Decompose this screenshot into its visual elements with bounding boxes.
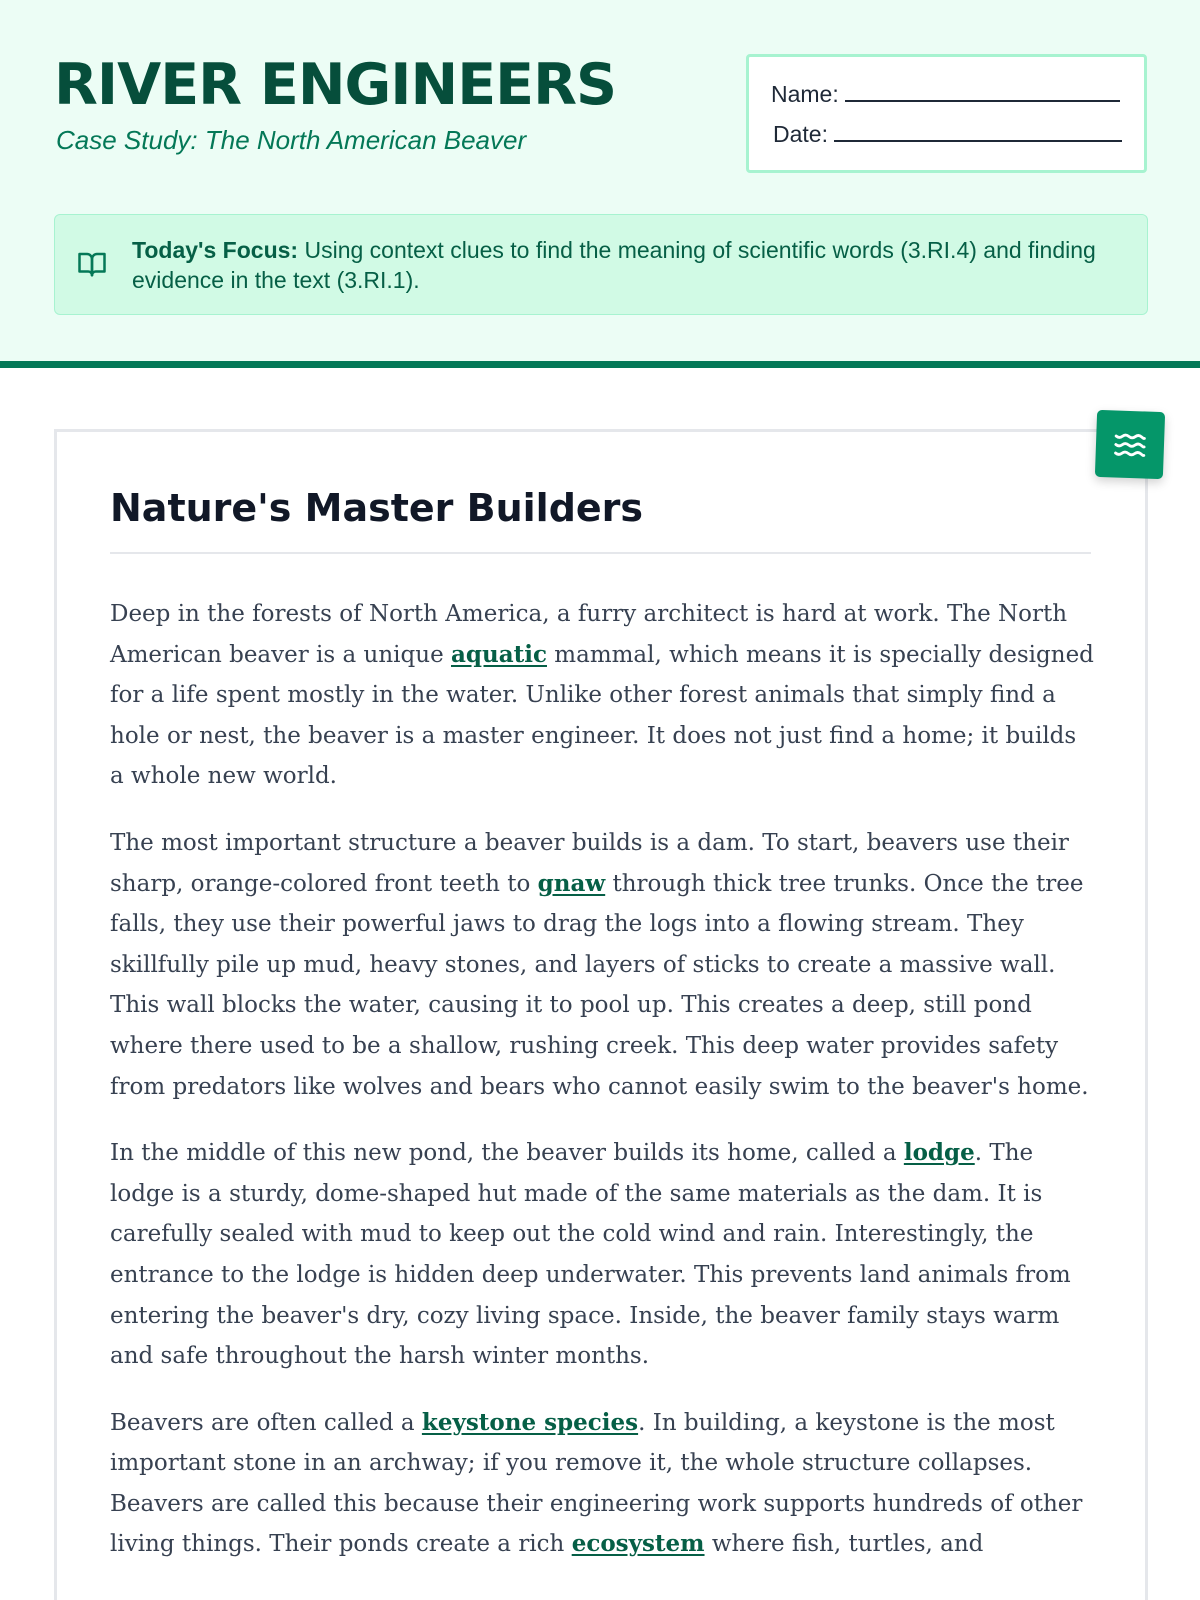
focus-callout (54, 214, 1148, 315)
worksheet-header (0, 0, 1200, 368)
paragraph (110, 823, 1096, 1107)
name-line (845, 86, 1120, 102)
page-subtitle: Case Study: The North American Beaver (56, 125, 527, 155)
paragraph-text: where fish, turtles, and (704, 1531, 984, 1558)
vocab-word-ecosystem: ecosystem (571, 1530, 705, 1558)
paragraph-text: . The lodge is a sturdy, dome-shaped hut made of the same materials as the dam. It is carefully sealed with mud to keep out the cold wind and rain. Interestingly, the entrance to the lodge is hidden deep underwater. This prevents land animals from entering the beaver's dry, cozy living space. Inside, the beaver family stays warm and safe throughout the harsh winter months. (110, 1140, 1071, 1370)
book-icon (77, 249, 107, 279)
date-line (834, 126, 1122, 142)
paragraph-text: The most important structure a beaver builds is a dam. To start, beavers use their sharp, orange-colored front teeth to (110, 829, 1069, 897)
article-body (110, 594, 1096, 1591)
waves-icon (1112, 427, 1147, 462)
paragraph-text: . In building, a keystone is the most important stone in an archway; if you remove it, the whole structure collapses. Beavers are called this because their engineering work supports hundreds of other living things. Their ponds create a rich (110, 1409, 1083, 1558)
vocab-word-lodge: lodge (903, 1139, 975, 1167)
date-label: Date: (773, 121, 828, 147)
paragraph-text: Deep in the forests of North America, a furry architect is hard at work. The North American beaver is a unique (110, 601, 1068, 668)
vocab-word-keystone-species: keystone species (421, 1408, 639, 1436)
focus-label: Today's Focus: (132, 237, 299, 263)
paragraph-text: mammal, which means it is specially designed for a life spent mostly in the water. Unlike other forest animals that simply find a hole or nest, the beaver is a master engineer. It does not just find a home; it builds a whole new world. (110, 641, 1094, 790)
vocab-word-gnaw: gnaw (537, 869, 606, 897)
waves-badge (1095, 410, 1165, 479)
paragraph-text: through thick tree trunks. Once the tree falls, they use their powerful jaws to drag the logs into a flowing stream. They skillfully pile up mud, heavy stones, and layers of sticks to create a massive wall. This wall blocks the water, causing it to pool up. This creates a deep, still pond where there used to be a shallow, rushing creek. This deep water provides safety from predators like wolves and bears who cannot easily swim to the beaver's home. (110, 870, 1089, 1100)
focus-description: Using context clues to find the meaning of scientific words (3.RI.4) and finding evidence in the text (3.RI.1). (132, 237, 1096, 293)
paragraph (110, 594, 1096, 797)
paragraph-text: In the middle of this new pond, the beaver builds its home, called a (110, 1140, 904, 1167)
article-title: Nature's Master Builders (110, 486, 644, 530)
focus-text (132, 235, 1122, 295)
paragraph-text: Beavers are often called a (110, 1409, 422, 1436)
vocab-word-aquatic: aquatic (451, 640, 547, 668)
paragraph (110, 1133, 1096, 1377)
name-label: Name: (771, 81, 839, 107)
paragraph (110, 1403, 1096, 1565)
page-title: RIVER ENGINEERS (54, 52, 617, 118)
date-field[interactable] (773, 121, 1122, 148)
name-date-box (746, 54, 1147, 173)
name-field[interactable] (771, 81, 1120, 108)
title-divider (110, 552, 1091, 554)
